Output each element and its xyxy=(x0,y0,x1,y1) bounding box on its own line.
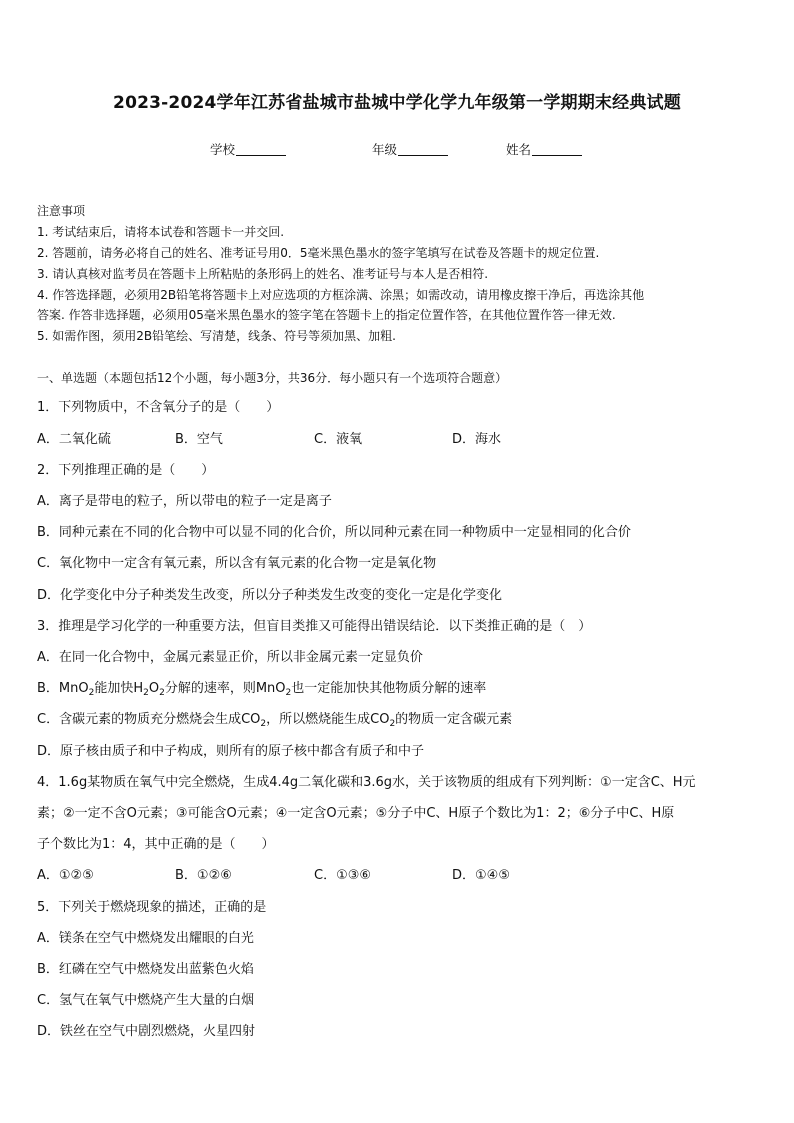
note-item: 3. 请认真核对监考员在答题卡上所粘贴的条形码上的姓名、准考证号与本人是否相符. xyxy=(37,267,489,281)
question-4-stem-line: 子个数比为1：4，其中正确的是（ ） xyxy=(37,837,275,852)
question-4-stem-line: 素；②一定不含O元素；③可能含O元素；④一定含O元素；⑤分子中C、H原子个数比为1：2；⑥分子中C、H原 xyxy=(37,806,675,821)
school-blank xyxy=(236,143,286,156)
question-4-option-d: D．①④⑤ xyxy=(452,868,510,883)
page-title: 2023-2024学年江苏省盐城市盐城中学化学九年级第一学期期末经典试题 xyxy=(113,93,681,113)
question-3-option-b: B．MnO$_2$能加快$H_2O_2$分解的速率，则MnO$_2$也一定能加快其他物质分解的速率 xyxy=(37,681,487,698)
question-3-option-c: C．含碳元素的物质充分燃烧会生成$CO_2$，所以燃烧能生成$CO_2$的物质一定含碳元素 xyxy=(37,712,513,729)
note-item: 4. 作答选择题，必须用2B铅笔将答题卡上对应选项的方框涂满、涂黑；如需改动，请用橡皮擦干净后，再选涂其他 xyxy=(37,288,645,302)
note-item: 答案. 作答非选择题，必须用05毫米黑色墨水的签字笔在答题卡上的指定位置作答，在其他位置作答一律无效. xyxy=(37,308,616,322)
name-label: 姓名 xyxy=(506,142,532,157)
grade-label: 年级 xyxy=(372,142,398,157)
question-1-option-c: C．液氧 xyxy=(314,432,363,447)
name-blank xyxy=(532,143,582,156)
question-5-option-d: D．铁丝在空气中剧烈燃烧，火星四射 xyxy=(37,1024,256,1039)
question-5-option-c: C．氢气在氧气中燃烧产生大量的白烟 xyxy=(37,993,255,1008)
question-3-stem: 3．推理是学习化学的一种重要方法，但盲目类推又可能得出错误结论．以下类推正确的是（ ） xyxy=(37,619,592,634)
school-field xyxy=(210,140,286,158)
question-2-stem: 2．下列推理正确的是（ ） xyxy=(37,463,215,478)
note-item: 2. 答题前，请务必将自己的姓名、准考证号用0．5毫米黑色墨水的签字笔填写在试卷及答题卡的规定位置. xyxy=(37,246,600,260)
notes-heading: 注意事项 xyxy=(37,204,86,218)
question-4-option-c: C．①③⑥ xyxy=(314,868,372,883)
question-1-stem: 1．下列物质中，不含氧分子的是（ ） xyxy=(37,400,280,415)
note-item: 1. 考试结束后，请将本试卷和答题卡一并交回. xyxy=(37,225,285,239)
question-4-option-a: A．①②⑤ xyxy=(37,868,94,883)
question-1-option-a: A．二氧化硫 xyxy=(37,432,111,447)
question-2-option-b: B．同种元素在不同的化合物中可以显不同的化合价，所以同种元素在同一种物质中一定显相同的化合价 xyxy=(37,525,631,540)
note-item: 5. 如需作图，须用2B铅笔绘、写清楚，线条、符号等须加黑、加粗. xyxy=(37,329,396,343)
question-4-stem-line: 4．1.6g某物质在氧气中完全燃烧，生成4.4g二氧化碳和3.6g水，关于该物质的组成有下列判断：①一定含C、H元 xyxy=(37,775,696,790)
question-5-stem: 5．下列关于燃烧现象的描述，正确的是 xyxy=(37,900,267,915)
question-3-option-d: D．原子核由质子和中子构成，则所有的原子核中都含有质子和中子 xyxy=(37,744,425,759)
question-2-option-d: D．化学变化中分子种类发生改变，所以分子种类发生改变的变化一定是化学变化 xyxy=(37,588,503,603)
question-5-option-a: A．镁条在空气中燃烧发出耀眼的白光 xyxy=(37,931,254,946)
question-2-option-c: C．氧化物中一定含有氧元素，所以含有氧元素的化合物一定是氧化物 xyxy=(37,556,437,571)
question-3-option-a: A．在同一化合物中，金属元素显正价，所以非金属元素一定显负价 xyxy=(37,650,423,665)
name-field xyxy=(506,140,582,158)
question-1-option-d: D．海水 xyxy=(452,432,502,447)
question-5-option-b: B．红磷在空气中燃烧发出蓝紫色火焰 xyxy=(37,962,254,977)
grade-field xyxy=(372,140,448,158)
grade-blank xyxy=(398,143,448,156)
section-heading: 一、单选题（本题包括12个小题，每小题3分，共36分．每小题只有一个选项符合题意） xyxy=(37,371,508,385)
question-1-option-b: B．空气 xyxy=(175,432,223,447)
school-label: 学校 xyxy=(210,142,236,157)
question-4-option-b: B．①②⑥ xyxy=(175,868,232,883)
question-2-option-a: A．离子是带电的粒子，所以带电的粒子一定是离子 xyxy=(37,494,332,509)
